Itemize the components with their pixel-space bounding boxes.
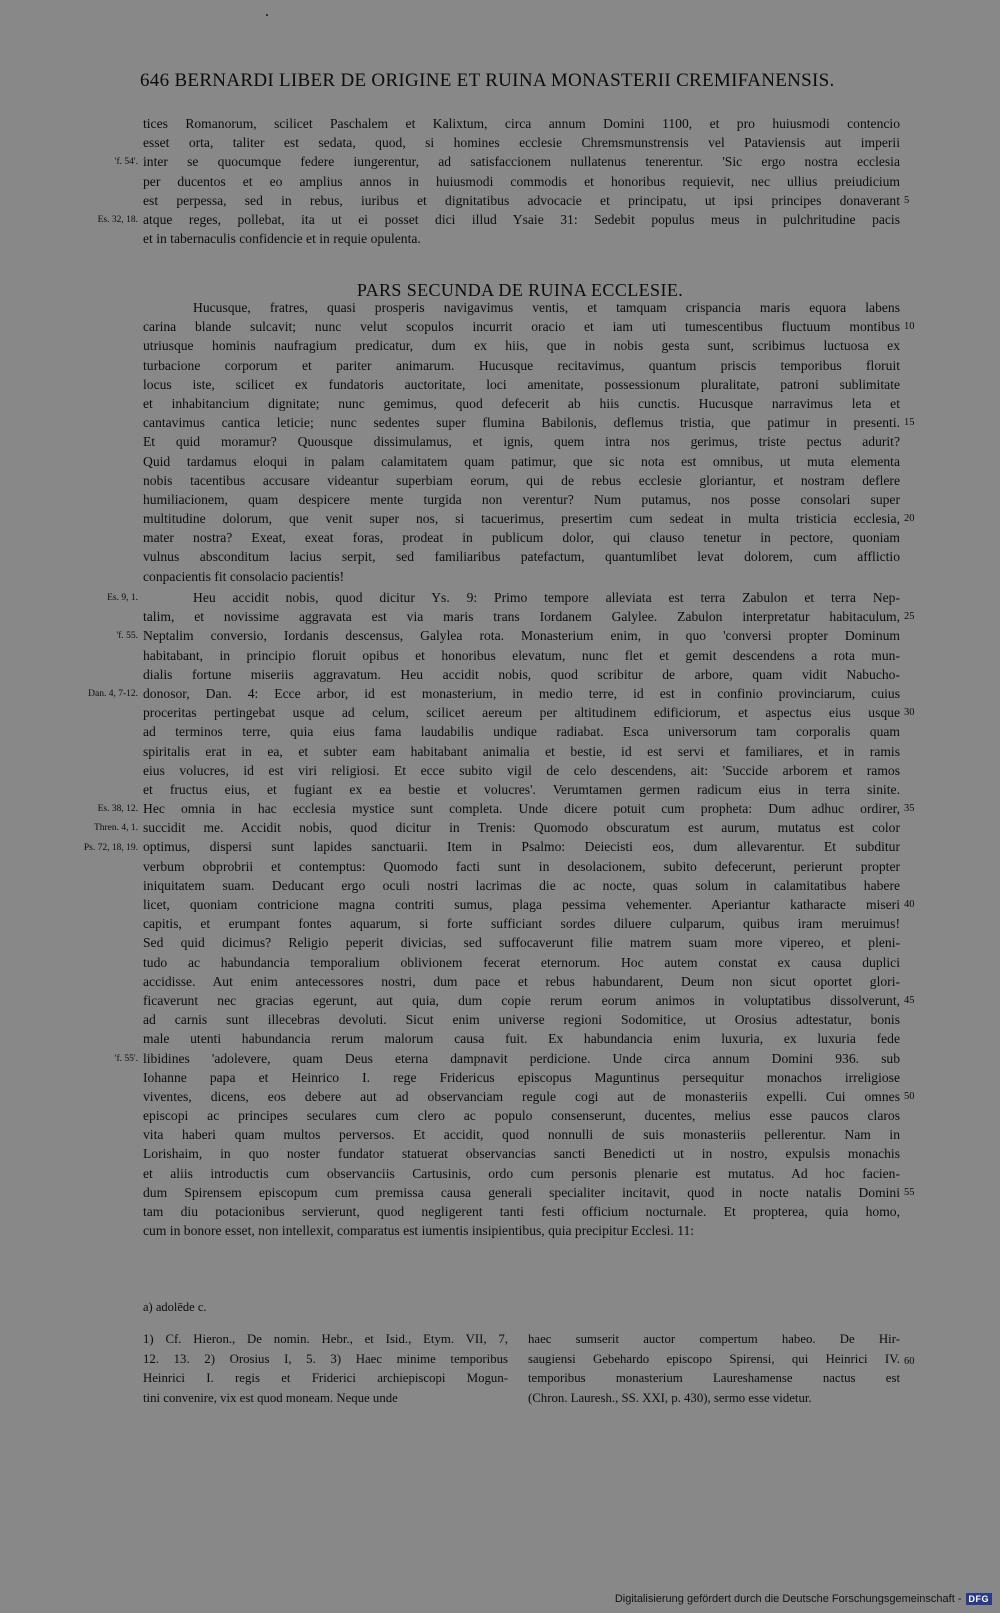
text-line: cantavimus cantica leticie; nunc sedentes super flumina Babilonis, deflemus tristia, que patimur in presenti. — [143, 415, 900, 431]
text-line: tices Romanorum, scilicet Paschalem et Kalixtum, circa annum Domini 1100, et pro huiusmodi contencio — [143, 116, 900, 131]
text-line: turbacione corporum et pariter animarum. Hucusque recitavimus, quantum priscis temporibus floruit — [143, 357, 900, 373]
text-line: inter se quocumque federe iungerentur, ad satisfaccionem nullatenus tenerentur. 'Sic ergo nostra ecclesia — [143, 154, 900, 170]
marginal-reference: Es. 9, 1. — [107, 593, 138, 603]
text-line: multitudine dolorum, que venit super nos, si tacuerimus, presertim cum sedeat in multa tristicia ecclesia, — [143, 511, 900, 527]
text-line: proceritas pertingebat usque ad celum, scilicet aereum per altitudinem edificiorum, et aspectus eius usque — [143, 705, 900, 721]
footnote-line: haec sumserit auctor compertum habeo. De Hir- — [528, 1332, 900, 1346]
marginal-reference: 'f. 55. — [116, 631, 138, 642]
text-line: accidisse. Aut enim antecessores nostri, dum pace et rebus habundarent, Deum non sicut oportet glori- — [143, 973, 900, 989]
text-line: dialis fortune miseriis aggravatum. Heu accidit nobis, quod scribitur de arbore, quam vidit Nabucho- — [143, 666, 900, 682]
text-line: vita haberi quam multos perversos. Et accidit, quod nonnulli de suis monasteriis pellerentur. Nam in — [143, 1127, 900, 1143]
paragraph-2 — [143, 298, 900, 586]
text-line: atque reges, pollebat, ita ut ei posset dici illud Ysaie 31: Sedebit populus meus in pulchritudine pacis — [143, 211, 900, 227]
text-line: est perpessa, sed in rebus, iuribus et dignitatibus advocacie et principatu, ut ipsi principes donaverant — [143, 192, 900, 208]
text-line: locus iste, scilicet ex fundatoris auctoritate, loci amenitate, possessionum pluralitate, patroni sublimitate — [143, 376, 900, 392]
text-line: ad terminos terre, quia eius fama laudabilis undique radiabat. Esca universorum tam corporalis quam — [143, 724, 900, 740]
line-number: 25 — [904, 611, 915, 623]
marginal-reference: Ps. 72, 18, 19. — [83, 842, 138, 853]
line-number: 50 — [904, 1091, 915, 1103]
text-line: Hucusque, fratres, quasi prosperis navigavimus ventis, et tamquam crispancia maris equora labens — [193, 300, 900, 315]
text-line: spiritalis erat in ea, et subter eam habitabant animalia et bestie, id est servi et familiares, et in ramis — [143, 743, 900, 759]
text-line: tudo ac habundancia temporalium oblivionem fecerat eternorum. Hoc autem constat ex causa duplici — [143, 954, 900, 970]
text-line: per ducentos et eo amplius annos in huiusmodi commodis et honoribus requievit, nec ullius preiudicium — [143, 173, 900, 189]
footnote-line-number: 60 — [904, 1356, 915, 1367]
text-line: donosor, Dan. 4: Ecce arbor, id est monasterium, in medio terre, id est in confinio provinciarum, cuius — [143, 685, 900, 701]
line-number: 35 — [904, 803, 915, 815]
text-line: mater nostra? Exeat, exeat foras, prodeat in publicum dolor, qui clauso tenetur in pectore, quoniam — [143, 530, 900, 546]
text-line: viventes, dicens, eos debere aut ad observanciam regule cogi aut de monasteriis expelli. Cui omnes — [143, 1088, 900, 1104]
text-line: iniquitatem suam. Deducant ergo oculi nostri lacrimas die ac nocte, quas solum in calamitatibus habere — [143, 877, 900, 893]
marginal-reference: 'f. 54'. — [114, 157, 138, 168]
text-line: succidit me. Accidit nobis, quod dicitur in Trenis: Quomodo obscuratum est aurum, mutatus est color — [143, 820, 900, 836]
line-number: 15 — [904, 417, 915, 429]
marginal-reference: 'f. 55'. — [114, 1053, 138, 1064]
text-line: conpacientis fit consolacio pacientis! — [143, 568, 345, 584]
marginal-reference: Es. 32, 18. — [97, 215, 138, 225]
text-line: ficaverunt nec gracias egerunt, aut quia, dum copie rerum eorum animos in voluptatibus dissolverunt, — [143, 992, 900, 1008]
text-line: male utenti habundancia rerum malorum causa fuit. Ex habundancia enim luxuria, ex luxuria fede — [143, 1031, 900, 1047]
line-number: 30 — [904, 707, 915, 719]
text-line: Iohanne papa et Heinrico I. rege Fridericus episcopus Maguntinus persequitur monachos irreligiose — [143, 1069, 900, 1085]
scan-speck — [266, 14, 268, 16]
marginal-reference: Dan. 4, 7-12. — [88, 689, 138, 699]
text-line: esset orta, taliter est sedata, quod, si homines ecclesie Chremsmunstrensis vel Pataviensis aut imperii — [143, 135, 900, 151]
footnote-line: (Chron. Lauresh., SS. XXI, p. 430), sermo esse videtur. — [528, 1390, 812, 1405]
dfg-logo-icon: DFG — [966, 1593, 993, 1605]
text-line: capitis, et erumpant fontes aquarum, si forte sufficiant sordes diluere culparum, quibus iram meruimus! — [143, 916, 900, 932]
section-title: PARS SECUNDA DE RUINA ECCLESIE. — [356, 280, 684, 300]
text-line: Quid tardamus eloqui in palam calamitatem quam patimur, que sic nota est omnibus, ut muta elementa — [143, 453, 900, 469]
text-line: talim, et novissime aggravata est via maris trans Iordanem Galylee. Zabulon interpretatur habitaculum, — [143, 609, 900, 625]
text-line: carina blande sulcavit; nunc velut scopulos incurrit oracio et iam uti tumescentibus fluctuum montibus — [143, 319, 900, 335]
footer-text: Digitalisierung gefördert durch die Deutsche Forschungsgemeinschaft - — [614, 1593, 962, 1605]
marginal-reference: Es. 38, 12. — [97, 804, 138, 815]
footnote-line: tini convenire, vix est quod moneam. Neque unde — [143, 1390, 398, 1405]
text-line: vulnus absconditum lacius serpit, sed familiaribus patefactum, quantumlibet levat dolorem, cum afflictio — [143, 549, 900, 565]
text-line: verbum obprobrii et contemptus: Quomodo facti sunt in desolacionem, subito defecerunt, perierunt propter — [143, 858, 900, 874]
running-head: 646 BERNARDI LIBER DE ORIGINE ET RUINA MONASTERII CREMIFANENSIS. — [140, 70, 835, 91]
digitization-footer — [615, 1593, 992, 1605]
text-line: eius volucres, id est viri religiosi. Et ecce subito vigil de celo descendens, ait: 'Succide arborem et ramos — [143, 762, 900, 778]
text-line: tam diu potacionibus servierunt, quod negligerent tanti festi officium nocturnale. Et propterea, quia homo, — [143, 1204, 900, 1219]
text-line: habitabant, in principio floruit opibus et honoribus elevatum, nunc flet et gemit descendens a rota mun- — [143, 647, 900, 663]
line-number: 45 — [904, 995, 915, 1007]
text-line: Sed quid dicimus? Religio peperit divicias, sed suffocaverunt filie matrem suam more vipereo, et pleni- — [143, 935, 900, 951]
line-number: 40 — [904, 899, 915, 911]
line-number: 20 — [904, 513, 915, 525]
text-line: Et quid moramur? Quousque dissimulamus, et ignis, quem intra nos gerimus, triste pectus adurit? — [143, 434, 900, 450]
text-line: et aliis introductis cum observanciis Cartusinis, ordo cum personis plenarie est mutatus. Ad hoc facien- — [143, 1165, 900, 1181]
paragraph-3 — [143, 588, 900, 1240]
text-line: et in tabernaculis confidencie et in requie opulenta. — [143, 231, 421, 247]
footnote-line: Heinrici I. regis et Friderici archiepiscopi Mogun- — [143, 1371, 508, 1385]
text-line: et inhabitancium dignitate; nunc gemimus, quod defecerit ab hiis cunctis. Hucusque narravimus leta et — [143, 395, 900, 411]
paragraph-1 — [143, 114, 900, 248]
text-line: utriusque hominis naufragium predicatur, dum ex hiis, que in nobis gesta sunt, scribimus luctuosa ex — [143, 338, 900, 354]
line-number: 55 — [904, 1187, 915, 1199]
footnote-line: 1) Cf. Hieron., De nomin. Hebr., et Isid., Etym. VII, 7, — [143, 1332, 508, 1346]
text-line: nobis tacentibus accusare videantur superbiam eorum, qui de rebus ecclesie gloriantur, et nostram deflere — [143, 472, 900, 488]
text-line: et fructus eius, et fugiant ex ea bestie et volucres'. Verumtamen germen radicum eius in terra sinite. — [143, 781, 900, 797]
text-line: optimus, dispersi sunt lapides sanctuarii. Item in Psalmo: Deiecisti eos, dum allevarentur. Et subditur — [143, 839, 900, 855]
marginal-reference: Thren. 4, 1. — [93, 823, 138, 834]
text-line: Heu accidit nobis, quod dicitur Ys. 9: Primo tempore alleviata est terra Zabulon et terra Nep- — [193, 590, 900, 605]
text-line: Lorishaim, in quo noster fundator statuerat observancias sancti Benedicti ut in nostro, expulsis monachis — [143, 1146, 900, 1162]
footnotes-right-column — [528, 1330, 900, 1408]
text-line: cum in bonore esset, non intellexit, comparatus est iumentis insipientibus, quia precipitur Ecclesi. 11: — [143, 1223, 695, 1239]
line-number: 10 — [904, 321, 915, 333]
text-line: libidines 'adolevere, quam Deus eterna dampnavit perdicione. Unde circa annum Domini 936. sub — [143, 1050, 900, 1066]
text-line: Neptalim conversio, Iordanis descensus, Galylea rota. Monasterium enim, in quo 'conversi propter Dominum — [143, 628, 900, 644]
footnote-line: saugiensi Gebehardo episcopo Spirensi, qui Heinrici IV. — [528, 1351, 900, 1366]
text-line: dum Spirensem episcopum cum premissa causa generali specialiter incitavit, quod in nocte natalis Domini — [143, 1184, 900, 1200]
line-number: 5 — [904, 194, 910, 206]
text-line: ad carnis sunt illecebras devoluti. Sicut enim universe regioni Sodomitice, ut Orosius adtestatur, bonis — [143, 1012, 900, 1028]
text-line: Hec omnia in hac ecclesia mystice sunt completa. Unde dicere potuit cum propheta: Dum adhuc ordirer, — [143, 801, 900, 817]
text-line: episcopi ac principes seculares cum clero ac populo consenserunt, ducentes, melius esse paucos claros — [143, 1108, 900, 1124]
text-line: humiliacionem, quam despicere mente turgida non verentur? Num putamus, nos posse consolari super — [143, 491, 900, 507]
footnote-line: 12. 13. 2) Orosius I, 5. 3) Haec minime temporibus — [143, 1351, 508, 1366]
footnotes-left-column — [143, 1330, 508, 1408]
footnote-line: temporibus monasterium Laureshamense nactus est — [528, 1371, 900, 1385]
text-line: licet, quoniam contricione magna contriti sumus, plaga pessima vehementer. Aperiantur katharacte miseri — [143, 897, 900, 912]
apparatus-note: a) adolēde c. — [143, 1300, 207, 1314]
